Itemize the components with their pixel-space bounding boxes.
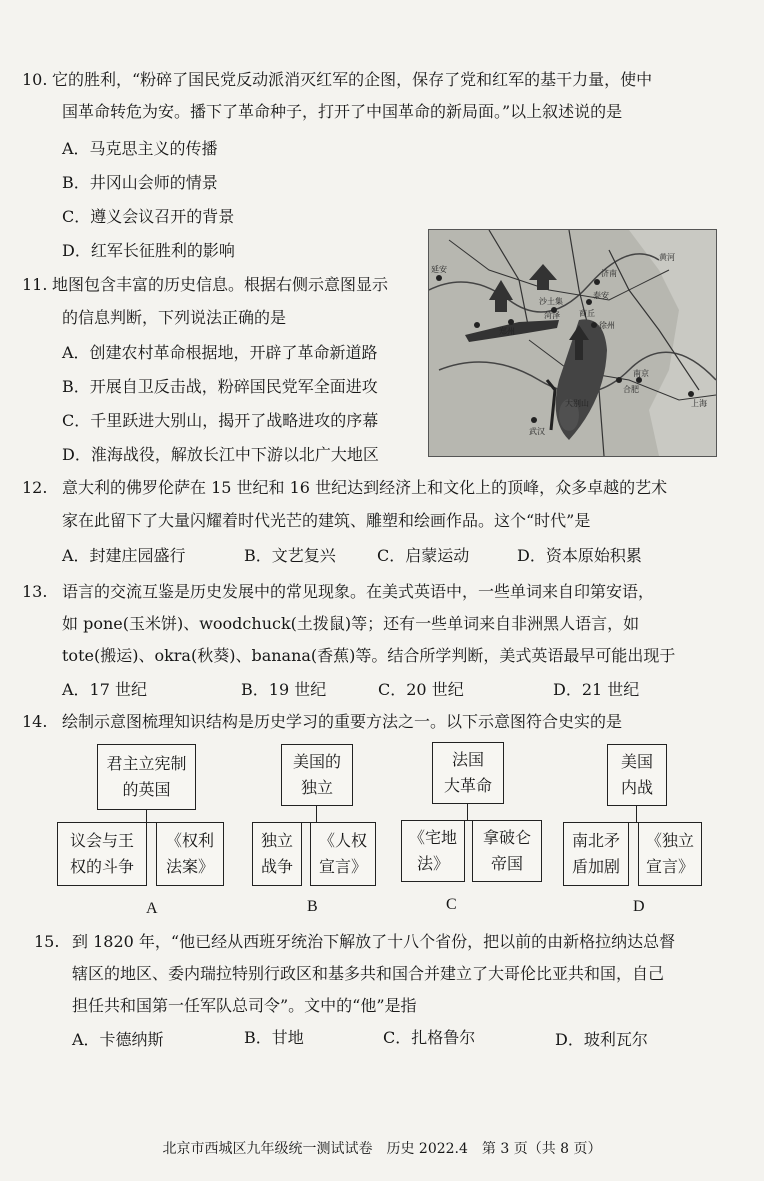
question-12-option-b: B．文艺复兴	[244, 546, 336, 565]
question-10-option-a: A．马克思主义的传播	[62, 139, 218, 158]
question-10-option-c: C．遵义会议召开的背景	[62, 207, 235, 226]
question-11-stem-line2: 的信息判断，下列说法正确的是	[62, 308, 287, 327]
question-12-stem-line2: 家在此留下了大量闪耀着时代光芒的建筑、雕塑和绘画作品。这个“时代”是	[62, 511, 591, 530]
diagram-c-letter: C	[446, 896, 457, 913]
question-15-number: 15.	[34, 932, 60, 951]
question-13-option-a: A．17 世纪	[62, 680, 148, 699]
question-15-stem-line3: 担任共和国第一任军队总司令”。文中的“他”是指	[72, 996, 417, 1015]
question-14-number: 14.	[22, 712, 48, 731]
question-12-number: 12.	[22, 478, 48, 497]
question-11-option-c: C．千里跃进大别山，揭开了战略进攻的序幕	[62, 411, 379, 430]
question-12-option-a: A．封建庄园盛行	[62, 546, 186, 565]
map-label-heze: 菏泽	[544, 311, 560, 320]
question-13-stem-line2: 如 pone(玉米饼)、woodchuck(土拨鼠)等；还有一些单词来自非洲黑人语言，如	[62, 614, 640, 633]
question-11-stem-line1: 地图包含丰富的历史信息。根据右侧示意图显示	[52, 275, 389, 294]
map-label-huanghe: 黄河	[659, 253, 675, 262]
diagram-a-left-box: 议会与王 权的斗争	[57, 822, 147, 886]
diagram-a-letter: A	[146, 900, 158, 917]
diagram-c-top-box: 法国 大革命	[432, 742, 504, 804]
question-12-stem-line1: 意大利的佛罗伦萨在 15 世纪和 16 世纪达到经济上和文化上的顶峰，众多卓越的艺术	[62, 478, 668, 497]
historical-map	[428, 229, 717, 457]
diagram-d-connector	[636, 806, 637, 822]
question-11-option-b: B．开展自卫反击战，粉碎国民党军全面进攻	[62, 377, 378, 396]
map-label-wuhan: 武汉	[529, 427, 545, 436]
diagram-c-right-box: 拿破仑 帝国	[472, 820, 542, 882]
question-15-option-a: A．卡德纳斯	[72, 1030, 164, 1049]
diagram-b-connector	[316, 806, 317, 822]
map-label-nanjing: 南京	[633, 369, 649, 378]
question-15-option-c: C．扎格鲁尔	[383, 1028, 476, 1047]
question-12-option-d: D．资本原始积累	[517, 546, 642, 565]
map-label-dabieshan: 大别山	[565, 399, 589, 408]
question-10-option-d: D．红军长征胜利的影响	[62, 241, 235, 260]
map-label-shatuji: 沙土集	[539, 297, 563, 306]
diagram-b-left-box: 独立 战争	[252, 822, 302, 886]
question-11-option-a: A．创建农村革命根据地，开辟了革命新道路	[62, 343, 378, 362]
diagram-d-right-box: 《独立 宣言》	[638, 822, 702, 886]
diagram-b-letter: B	[307, 898, 318, 915]
question-15-stem-line1: 到 1820 年，“他已经从西班牙统治下解放了十八个省份，把以前的由新格拉纳达总督	[72, 932, 676, 951]
diagram-c-left-box: 《宅地 法》	[401, 820, 465, 882]
map-label-shangqiu: 商丘	[579, 309, 595, 318]
question-11-number: 11.	[22, 275, 48, 294]
question-15-option-b: B．甘地	[244, 1028, 304, 1047]
question-13-option-c: C．20 世纪	[378, 680, 464, 699]
map-label-jinan: 济南	[601, 269, 617, 278]
question-13-number: 13.	[22, 582, 48, 601]
diagram-b-right-box: 《人权 宣言》	[310, 822, 376, 886]
diagram-a-top-box: 君主立宪制 的英国	[97, 744, 196, 810]
question-13-stem-line3: tote(搬运)、okra(秋葵)、banana(香蕉)等。结合所学判断，美式英语最早可能出现于	[62, 646, 676, 665]
map-illustration	[429, 230, 716, 456]
question-10-number: 10.	[22, 70, 48, 89]
map-label-xuzhou: 徐州	[599, 321, 615, 330]
question-13-stem-line1: 语言的交流互鉴是历史发展中的常见现象。在美式英语中，一些单词来自印第安语，	[62, 582, 655, 601]
question-15-stem-line2: 辖区的地区、委内瑞拉特别行政区和基多共和国合并建立了大哥伦比亚共和国，自己	[72, 964, 665, 983]
question-13-option-b: B．19 世纪	[241, 680, 327, 699]
diagram-a-right-box: 《权利 法案》	[156, 822, 224, 886]
page-footer: 北京市西城区九年级统一测试试卷 历史 2022.4 第 3 页（共 8 页）	[162, 1141, 602, 1157]
diagram-d-letter: D	[633, 898, 645, 915]
map-label-shanghai: 上海	[691, 399, 707, 408]
diagram-d-left-box: 南北矛 盾加剧	[563, 822, 629, 886]
question-11-option-d: D．淮海战役，解放长江中下游以北广大地区	[62, 445, 379, 464]
map-label-yanan: 延安	[431, 265, 447, 274]
map-label-taian: 泰安	[593, 291, 609, 300]
question-12-option-c: C．启蒙运动	[377, 546, 470, 565]
question-10-stem-line2: 国革命转危为安。播下了革命种子，打开了中国革命的新局面。”以上叙述说的是	[62, 102, 623, 121]
diagram-d-top-box: 美国 内战	[607, 744, 667, 806]
question-15-option-d: D．玻利瓦尔	[555, 1030, 648, 1049]
diagram-a-connector	[146, 810, 147, 822]
map-label-hefei: 合肥	[623, 385, 639, 394]
diagram-c-connector	[467, 804, 468, 820]
question-14-stem-line1: 绘制示意图梳理知识结构是历史学习的重要方法之一。以下示意图符合史实的是	[62, 712, 623, 731]
diagram-b-top-box: 美国的 独立	[281, 744, 353, 806]
question-10-stem-line1: 它的胜利，“粉碎了国民党反动派消灭红军的企图，保存了党和红军的基干力量，使中	[52, 70, 653, 89]
map-label-zhengzhou: 郑州	[499, 327, 515, 336]
question-13-option-d: D．21 世纪	[553, 680, 640, 699]
question-10-option-b: B．井冈山会师的情景	[62, 173, 218, 192]
